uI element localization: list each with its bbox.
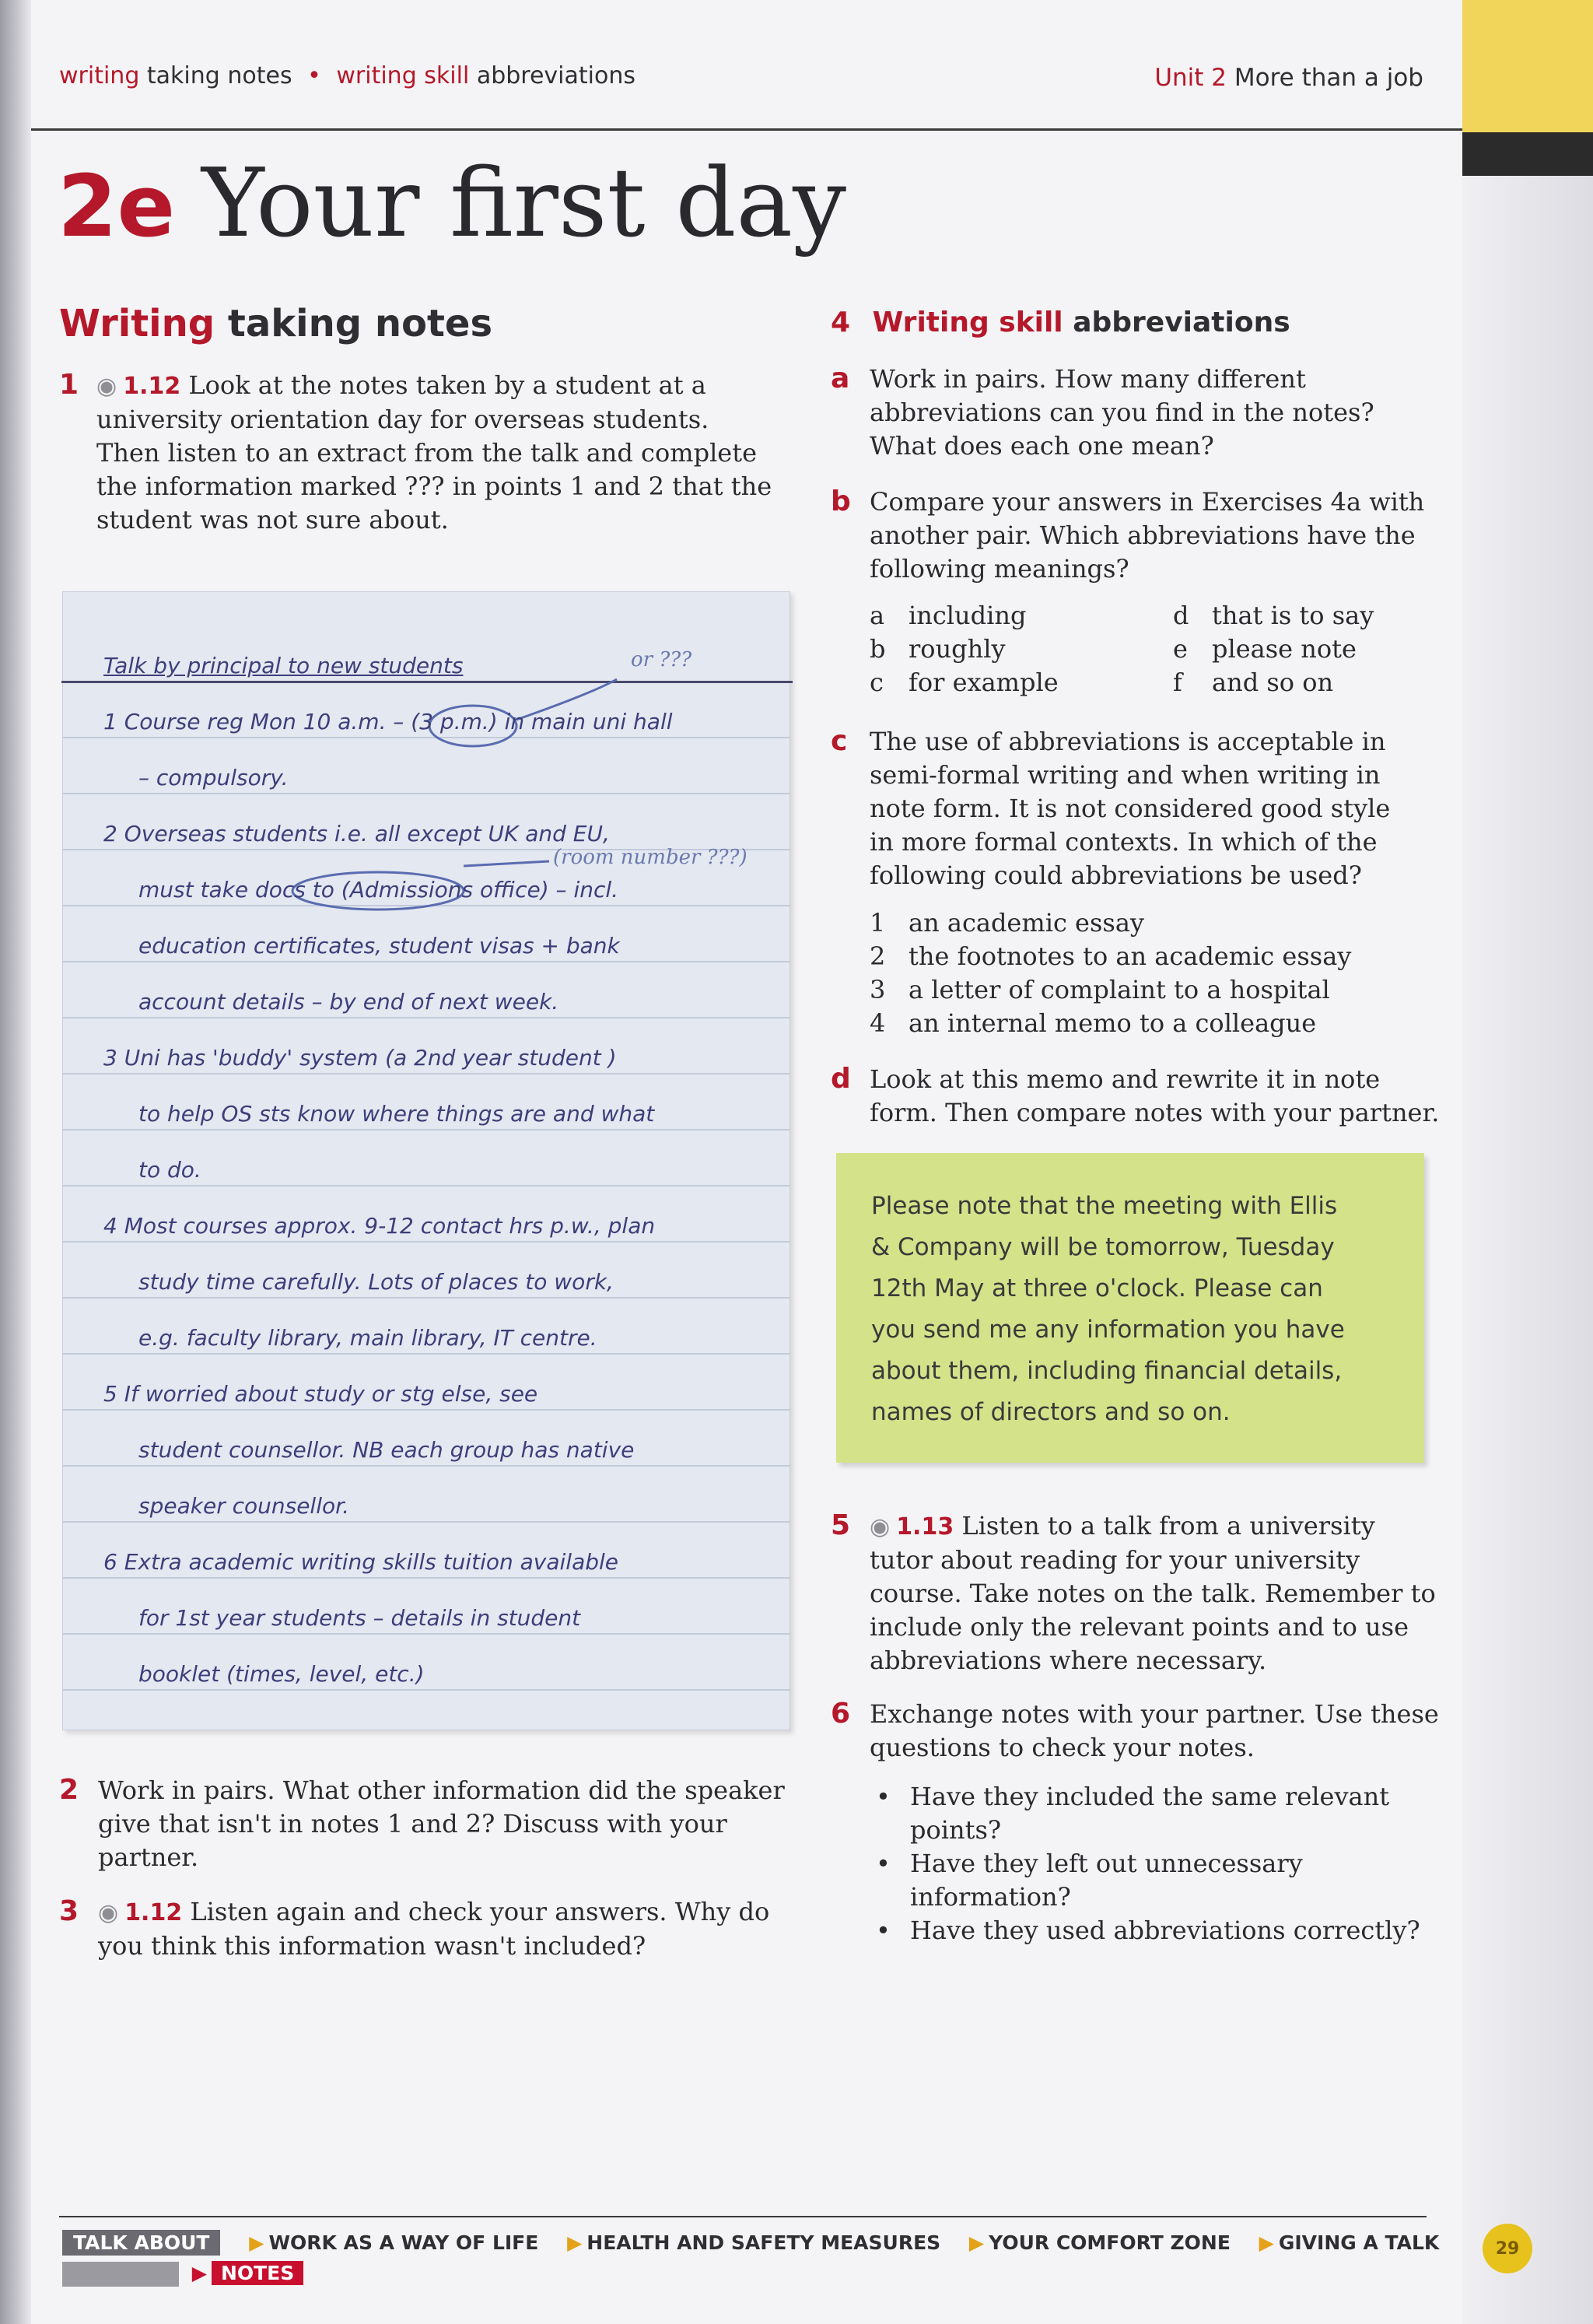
notebook-line	[63, 1521, 789, 1523]
unit-tab	[1462, 0, 1593, 132]
meaning-item: b roughly	[870, 634, 1006, 664]
page-binding-shadow	[0, 0, 31, 2324]
audio-track: ◉ 1.12	[98, 1899, 183, 1926]
notes-line: student counsellor. NB each group has native	[138, 1437, 635, 1463]
cd-icon: ◉	[870, 1513, 891, 1541]
notes-line: speaker counsellor.	[138, 1493, 349, 1519]
talk-about-label: TALK ABOUT	[62, 2230, 220, 2256]
lesson-title: Your first day	[201, 148, 847, 258]
notes-annotation-room: (room number ???)	[553, 846, 747, 869]
memo-box	[836, 1153, 1424, 1463]
exercise-letter: b	[831, 485, 851, 517]
running-header-right: Unit 2 More than a job	[1154, 64, 1423, 92]
arrow-mark	[464, 861, 549, 866]
header-divider	[31, 128, 1462, 131]
notes-line: 1 Course reg Mon 10 a.m. – (3 p.m.) in main uni hall	[103, 709, 673, 734]
section-heading-writing-skill: 4 Writing skill abbreviations	[831, 307, 1290, 338]
unit-tab-band	[1462, 132, 1593, 176]
list-item: • Have they included the same relevant points?	[876, 1782, 1390, 1845]
notes-line: education certificates, student visas + bank	[138, 933, 620, 959]
exercise-number: 1	[59, 369, 79, 401]
notes-line: 6 Extra academic writing skills tuition available	[103, 1549, 619, 1575]
page-title	[58, 148, 847, 258]
notes-annotation: or ???	[631, 648, 692, 671]
exercise-4b-text: Compare your answers in Exercises 4a with another pair. Which abbreviations have the following meanings?	[870, 487, 1425, 584]
memo-text: Please note that the meeting with Ellis & Company will be tomorrow, Tuesday 12th May at three o'clock. Please can you send me any information you have about them, including financial details, names of directors and so on.	[871, 1192, 1345, 1426]
list-item: • Have they used abbreviations correctly?	[876, 1914, 1467, 1947]
notes-line: – compulsory.	[138, 765, 289, 790]
notes-line: 2 Overseas students i.e. all except UK and EU,	[103, 821, 610, 847]
notebook-line	[63, 1017, 789, 1018]
contexts-list	[870, 906, 1445, 1040]
notebook-line	[63, 1353, 789, 1355]
notebook-line	[63, 1409, 789, 1411]
cd-icon: ◉	[98, 1899, 119, 1926]
notes-line: for 1st year students – details in student	[138, 1605, 581, 1631]
exercise-letter: a	[831, 363, 850, 394]
bullet-icon: •	[876, 1849, 891, 1878]
exercise-number: 6	[831, 1698, 851, 1730]
notes-line: to help OS sts know where things are and what	[138, 1101, 655, 1127]
footer-notes	[62, 2261, 303, 2287]
bullet-icon: •	[876, 1916, 891, 1945]
student-notes-notebook	[62, 591, 790, 1730]
list-item: 2 the footnotes to an academic essay	[870, 941, 1352, 971]
notebook-line	[63, 961, 789, 962]
audio-track: ◉ 1.13	[870, 1513, 954, 1541]
meaning-item: f and so on	[1173, 668, 1334, 697]
exercise-1-text: ◉ 1.12 Look at the notes taken by a student at a university orientation day for overseas students. Then listen to an extract from the talk and complete the information marked ??? in points 1 and 2 that the student was not sure about.	[96, 370, 772, 535]
arrow-icon: ▶	[191, 2262, 207, 2284]
notebook-line	[63, 1577, 789, 1579]
section-heading-writing: Writing taking notes	[59, 302, 493, 345]
exercise-4d-text: Look at this memo and rewrite it in note form. Then compare notes with your partner.	[870, 1064, 1440, 1127]
exercise-5-text: ◉ 1.13 Listen to a talk from a university tutor about reading for your university course. Take notes on the talk. Remember to include only the relevant points and to use abbreviations where necessary.	[870, 1511, 1436, 1675]
list-item: 4 an internal memo to a colleague	[870, 1008, 1317, 1038]
exercise-letter: c	[831, 725, 848, 757]
arrow-icon: ▶	[567, 2231, 583, 2254]
arrow-icon: ▶	[1259, 2231, 1274, 2254]
notes-line: e.g. faculty library, main library, IT centre.	[138, 1325, 597, 1351]
notes-line: to do.	[138, 1157, 201, 1183]
notebook-line	[63, 1073, 789, 1074]
exercise-number: 3	[59, 1895, 79, 1927]
notes-annotation-marks	[63, 592, 789, 919]
notebook-line	[63, 1241, 789, 1243]
notes-line: 4 Most courses approx. 9-12 contact hrs p.w., plan	[103, 1213, 656, 1239]
list-item: • Have they left out unnecessary information?	[876, 1849, 1303, 1912]
footer-topics: TALK ABOUT ▶ WORK AS A WAY OF LIFE ▶ HEALTH AND SAFETY MEASURES ▶ YOUR COMFORT ZONE ▶ GIVING A TALK	[62, 2230, 1439, 2256]
bullet-icon: •	[876, 1782, 891, 1811]
meanings-list-left	[870, 599, 1165, 699]
notes-label: NOTES	[212, 2261, 303, 2285]
notes-line: study time carefully. Lots of places to work,	[138, 1269, 614, 1295]
lesson-number: 2e	[58, 156, 176, 256]
notebook-line	[63, 1297, 789, 1299]
exercise-2-text: Work in pairs. What other information did the speaker give that isn't in notes 1 and 2? Discuss with your partner.	[98, 1775, 785, 1872]
exercise-6-text: Exchange notes with your partner. Use these questions to check your notes.	[870, 1699, 1439, 1762]
notes-heading: Talk by principal to new students	[103, 653, 464, 678]
meaning-item: e please note	[1173, 634, 1357, 664]
page-number: 29	[1483, 2224, 1532, 2273]
notes-line: booklet (times, level, etc.)	[138, 1661, 425, 1687]
meanings-list-right	[1173, 599, 1453, 699]
notebook-line	[63, 1129, 789, 1130]
list-item: 3 a letter of complaint to a hospital	[870, 975, 1330, 1004]
audio-track: ◉ 1.12	[96, 373, 181, 400]
notes-line: must take docs to (Admissions office) – incl.	[138, 877, 619, 903]
footer-divider	[59, 2216, 1427, 2217]
exercise-4a-text: Work in pairs. How many different abbreviations can you find in the notes? What does each one mean?	[870, 364, 1374, 461]
meaning-item: c for example	[870, 668, 1059, 697]
exercise-4c-text: The use of abbreviations is acceptable in semi-formal writing and when writing in note form. It is not considered good style in more formal contexts. In which of the following could abbreviations be used?	[870, 727, 1391, 890]
meaning-item: d that is to say	[1173, 601, 1374, 630]
notebook-line	[63, 1185, 789, 1187]
notes-line: 3 Uni has 'buddy' system (a 2nd year student )	[103, 1045, 617, 1071]
exercise-letter: d	[831, 1063, 851, 1095]
notebook-line	[63, 1465, 789, 1467]
meaning-item: a including	[870, 601, 1027, 630]
notebook-line	[63, 1633, 789, 1635]
arrow-icon: ▶	[968, 2231, 985, 2254]
check-questions-list	[876, 1780, 1467, 1947]
arrow-icon: ▶	[249, 2231, 264, 2254]
notes-line: 5 If worried about study or stg else, see	[103, 1381, 538, 1407]
notebook-line	[63, 1689, 789, 1691]
bullet-separator: •	[307, 62, 321, 89]
grey-bar	[62, 2262, 179, 2287]
notes-line: account details – by end of next week.	[138, 989, 559, 1015]
page-edge	[1462, 176, 1593, 2324]
list-item: 1 an academic essay	[870, 908, 1144, 938]
exercise-3-text: ◉ 1.12 Listen again and check your answers. Why do you think this information wasn't included?	[98, 1897, 770, 1961]
running-header-left: writing taking notes • writing skill abbreviations	[59, 62, 635, 89]
exercise-number: 2	[59, 1774, 79, 1806]
cd-icon: ◉	[96, 373, 117, 400]
exercise-number: 5	[831, 1509, 851, 1541]
